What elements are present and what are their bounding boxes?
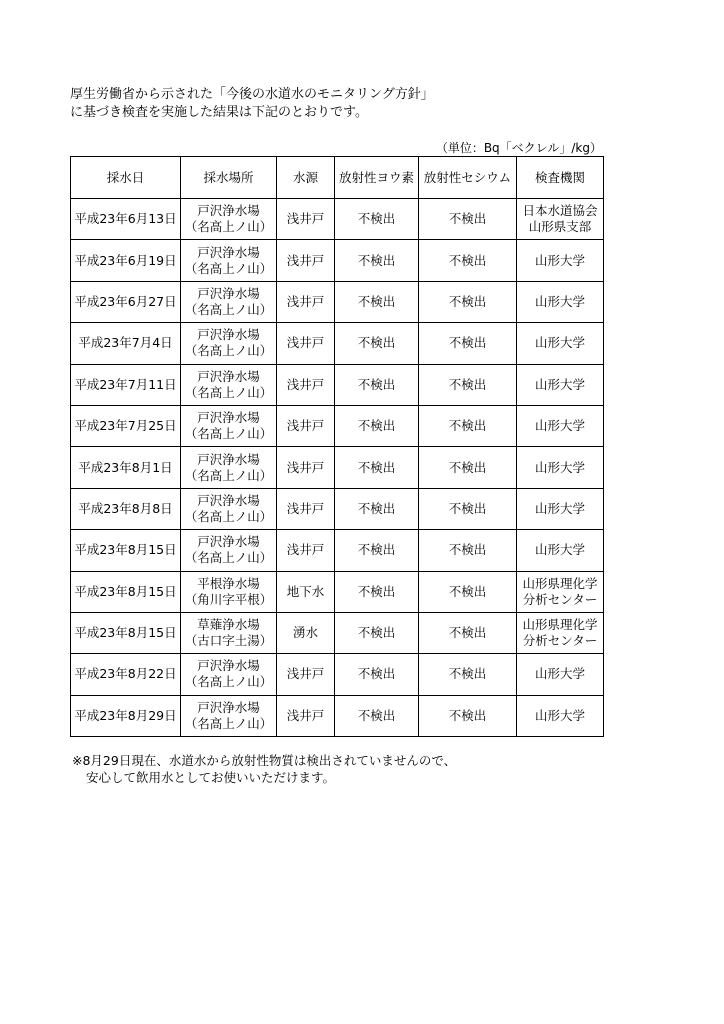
cell-date-text: 平成23年6月13日 — [74, 211, 177, 227]
cell-cesium-text: 不検出 — [448, 418, 487, 434]
cell-iodine-text: 不検出 — [357, 252, 396, 268]
cell-cesium-text: 不検出 — [448, 335, 487, 351]
cell-cesium-text: 不検出 — [448, 293, 487, 309]
cell-cesium-text: 不検出 — [448, 376, 487, 392]
table-row — [71, 323, 604, 364]
cell-place-text: 草薙浄水場 — [197, 617, 260, 633]
cell-lab — [517, 488, 604, 529]
cell-lab — [517, 571, 604, 612]
cell-cesium-text: 不検出 — [448, 459, 487, 475]
cell-date-text: 平成23年7月4日 — [78, 335, 173, 351]
cell-iodine — [335, 447, 419, 488]
cell-lab — [517, 654, 604, 695]
cell-iodine — [335, 364, 419, 405]
cell-iodine-text: 不検出 — [357, 211, 396, 227]
cell-place-text: 戸沢浄水場 — [197, 368, 260, 384]
cell-iodine — [335, 281, 419, 322]
cell-lab — [517, 281, 604, 322]
cell-cesium — [419, 654, 517, 695]
cell-place — [181, 654, 277, 695]
cell-lab-text: 山形県理化学 — [522, 617, 598, 633]
cell-source-text: 浅井戸 — [286, 376, 325, 392]
header-water-source: 水源 — [277, 157, 335, 199]
cell-lab-text: 山形大学 — [534, 707, 585, 723]
header-radioactive-iodine: 放射性ヨウ素 — [335, 157, 419, 199]
cell-lab-text: 山形大学 — [534, 666, 585, 682]
footnote-line-2: 安心して飲用水としてお使いいただけます。 — [86, 770, 336, 785]
cell-cesium — [419, 447, 517, 488]
cell-source-text: 浅井戸 — [286, 293, 325, 309]
cell-date — [71, 405, 181, 446]
cell-cesium — [419, 199, 517, 240]
cell-cesium-text: 不検出 — [448, 542, 487, 558]
cell-date — [71, 571, 181, 612]
cell-date — [71, 654, 181, 695]
cell-source-text: 浅井戸 — [286, 335, 325, 351]
cell-cesium-text: 不検出 — [448, 583, 487, 599]
cell-lab-text: 日本水道協会 — [522, 203, 598, 219]
cell-iodine — [335, 530, 419, 571]
cell-place-text: （名高上ノ山） — [184, 550, 273, 566]
cell-place-text: （名高上ノ山） — [184, 384, 273, 400]
cell-iodine — [335, 240, 419, 281]
cell-place — [181, 364, 277, 405]
cell-iodine — [335, 571, 419, 612]
cell-iodine-text: 不検出 — [357, 376, 396, 392]
cell-place-text: （名高上ノ山） — [184, 674, 273, 690]
cell-source — [277, 405, 335, 446]
cell-source-text: 浅井戸 — [286, 707, 325, 723]
cell-place-text: （名高上ノ山） — [184, 715, 273, 731]
table-body — [71, 199, 604, 737]
intro-text — [70, 86, 434, 122]
cell-lab — [517, 530, 604, 571]
table-row — [71, 571, 604, 612]
intro-line-2: に基づき検査を実施した結果は下記のとおりです。 — [70, 105, 368, 120]
cell-cesium-text: 不検出 — [448, 500, 487, 516]
cell-place — [181, 199, 277, 240]
cell-lab-text: 山形大学 — [534, 459, 585, 475]
cell-source — [277, 323, 335, 364]
cell-cesium — [419, 405, 517, 446]
cell-place-text: 平根浄水場 — [197, 575, 260, 591]
cell-place-text: （名高上ノ山） — [184, 508, 273, 524]
cell-place — [181, 405, 277, 446]
cell-place-text: 戸沢浄水場 — [197, 410, 260, 426]
cell-place-text: 戸沢浄水場 — [197, 327, 260, 343]
cell-lab — [517, 612, 604, 653]
cell-lab — [517, 199, 604, 240]
header-testing-lab: 検査機関 — [517, 157, 604, 199]
cell-place-text: 戸沢浄水場 — [197, 451, 260, 467]
cell-lab — [517, 405, 604, 446]
table-row — [71, 612, 604, 653]
cell-source-text: 湧水 — [292, 625, 318, 641]
cell-source-text: 地下水 — [286, 583, 325, 599]
cell-date-text: 平成23年8月22日 — [74, 666, 177, 682]
cell-iodine-text: 不検出 — [357, 625, 396, 641]
unit-label: （単位：Bq「ベクレル」/kg） — [435, 141, 602, 155]
cell-iodine — [335, 323, 419, 364]
cell-place — [181, 281, 277, 322]
cell-source — [277, 447, 335, 488]
cell-iodine — [335, 695, 419, 736]
cell-lab-text: 分析センター — [522, 633, 598, 649]
cell-place-text: 戸沢浄水場 — [197, 699, 260, 715]
cell-iodine-text: 不検出 — [357, 293, 396, 309]
cell-lab — [517, 323, 604, 364]
cell-source — [277, 654, 335, 695]
cell-lab-text: 山形大学 — [534, 252, 585, 268]
cell-iodine — [335, 488, 419, 529]
cell-date — [71, 199, 181, 240]
cell-date — [71, 240, 181, 281]
cell-place-text: （名高上ノ山） — [184, 467, 273, 483]
cell-date — [71, 695, 181, 736]
table-row — [71, 530, 604, 571]
cell-date — [71, 447, 181, 488]
cell-source — [277, 530, 335, 571]
cell-lab — [517, 240, 604, 281]
cell-date — [71, 364, 181, 405]
cell-iodine — [335, 405, 419, 446]
cell-place — [181, 323, 277, 364]
cell-lab-text: 山形大学 — [534, 418, 585, 434]
cell-date-text: 平成23年8月15日 — [74, 583, 177, 599]
intro-line-1: 厚生労働省から示された「今後の水道水のモニタリング方針」 — [70, 87, 434, 102]
cell-place-text: 戸沢浄水場 — [197, 658, 260, 674]
table-row — [71, 364, 604, 405]
cell-cesium — [419, 571, 517, 612]
cell-date-text: 平成23年8月1日 — [78, 459, 173, 475]
cell-place — [181, 612, 277, 653]
cell-iodine — [335, 612, 419, 653]
cell-place-text: （名高上ノ山） — [184, 426, 273, 442]
cell-date — [71, 281, 181, 322]
cell-date-text: 平成23年7月25日 — [74, 418, 177, 434]
cell-iodine-text: 不検出 — [357, 500, 396, 516]
cell-place-text: 戸沢浄水場 — [197, 492, 260, 508]
table-row — [71, 240, 604, 281]
cell-lab — [517, 695, 604, 736]
table-row — [71, 654, 604, 695]
cell-lab-text: 山形大学 — [534, 335, 585, 351]
cell-iodine-text: 不検出 — [357, 542, 396, 558]
cell-iodine-text: 不検出 — [357, 583, 396, 599]
cell-source-text: 浅井戸 — [286, 459, 325, 475]
cell-source — [277, 571, 335, 612]
cell-date — [71, 323, 181, 364]
cell-source-text: 浅井戸 — [286, 542, 325, 558]
cell-cesium-text: 不検出 — [448, 666, 487, 682]
cell-source-text: 浅井戸 — [286, 211, 325, 227]
footnote — [72, 752, 456, 786]
table-row — [71, 199, 604, 240]
cell-date-text: 平成23年8月15日 — [74, 542, 177, 558]
cell-iodine-text: 不検出 — [357, 666, 396, 682]
cell-iodine-text: 不検出 — [357, 459, 396, 475]
cell-place-text: （角川字平根） — [184, 591, 273, 607]
cell-iodine-text: 不検出 — [357, 335, 396, 351]
cell-lab — [517, 447, 604, 488]
cell-place-text: 戸沢浄水場 — [197, 203, 260, 219]
cell-source — [277, 364, 335, 405]
cell-place-text: （名高上ノ山） — [184, 260, 273, 276]
cell-cesium-text: 不検出 — [448, 625, 487, 641]
cell-cesium — [419, 240, 517, 281]
cell-date — [71, 488, 181, 529]
cell-iodine-text: 不検出 — [357, 418, 396, 434]
cell-place-text: 戸沢浄水場 — [197, 244, 260, 260]
cell-lab-text: 山形県支部 — [528, 219, 592, 235]
cell-date-text: 平成23年8月15日 — [74, 625, 177, 641]
cell-cesium — [419, 323, 517, 364]
cell-cesium — [419, 364, 517, 405]
cell-source-text: 浅井戸 — [286, 500, 325, 516]
cell-lab-text: 山形県理化学 — [522, 575, 598, 591]
cell-source-text: 浅井戸 — [286, 252, 325, 268]
cell-source — [277, 281, 335, 322]
cell-cesium — [419, 488, 517, 529]
cell-cesium — [419, 281, 517, 322]
header-radioactive-cesium: 放射性セシウム — [419, 157, 517, 199]
cell-cesium-text: 不検出 — [448, 211, 487, 227]
cell-cesium — [419, 530, 517, 571]
cell-source — [277, 488, 335, 529]
cell-place — [181, 447, 277, 488]
cell-place — [181, 530, 277, 571]
cell-place-text: 戸沢浄水場 — [197, 534, 260, 550]
cell-lab — [517, 364, 604, 405]
cell-date-text: 平成23年6月27日 — [74, 293, 177, 309]
cell-place-text: （名高上ノ山） — [184, 219, 273, 235]
cell-place-text: （古口字土湯） — [184, 633, 273, 649]
header-sampling-date: 採水日 — [71, 157, 181, 199]
cell-place — [181, 571, 277, 612]
cell-place-text: 戸沢浄水場 — [197, 285, 260, 301]
cell-iodine-text: 不検出 — [357, 707, 396, 723]
cell-date-text: 平成23年7月11日 — [74, 376, 177, 392]
table-row — [71, 405, 604, 446]
cell-place — [181, 240, 277, 281]
cell-date-text: 平成23年8月29日 — [74, 707, 177, 723]
table-header-row — [71, 157, 604, 199]
cell-date-text: 平成23年6月19日 — [74, 252, 177, 268]
cell-date — [71, 612, 181, 653]
cell-source — [277, 612, 335, 653]
table-row — [71, 488, 604, 529]
cell-lab-text: 山形大学 — [534, 500, 585, 516]
header-sampling-place: 採水場所 — [181, 157, 277, 199]
cell-date-text: 平成23年8月8日 — [78, 500, 173, 516]
table-row — [71, 281, 604, 322]
cell-lab-text: 山形大学 — [534, 293, 585, 309]
cell-date — [71, 530, 181, 571]
table-row — [71, 447, 604, 488]
cell-source-text: 浅井戸 — [286, 418, 325, 434]
cell-cesium-text: 不検出 — [448, 252, 487, 268]
cell-cesium-text: 不検出 — [448, 707, 487, 723]
cell-cesium — [419, 695, 517, 736]
table-row — [71, 695, 604, 736]
cell-place — [181, 695, 277, 736]
cell-iodine — [335, 199, 419, 240]
cell-lab-text: 山形大学 — [534, 376, 585, 392]
results-table — [70, 156, 604, 737]
cell-place-text: （名高上ノ山） — [184, 343, 273, 359]
cell-place-text: （名高上ノ山） — [184, 301, 273, 317]
cell-iodine — [335, 654, 419, 695]
cell-lab-text: 分析センター — [522, 591, 598, 607]
cell-source-text: 浅井戸 — [286, 666, 325, 682]
cell-place — [181, 488, 277, 529]
cell-source — [277, 695, 335, 736]
cell-source — [277, 240, 335, 281]
cell-lab-text: 山形大学 — [534, 542, 585, 558]
cell-cesium — [419, 612, 517, 653]
footnote-line-1: ※8月29日現在、水道水から放射性物質は検出されていませんので、 — [72, 753, 457, 768]
cell-source — [277, 199, 335, 240]
